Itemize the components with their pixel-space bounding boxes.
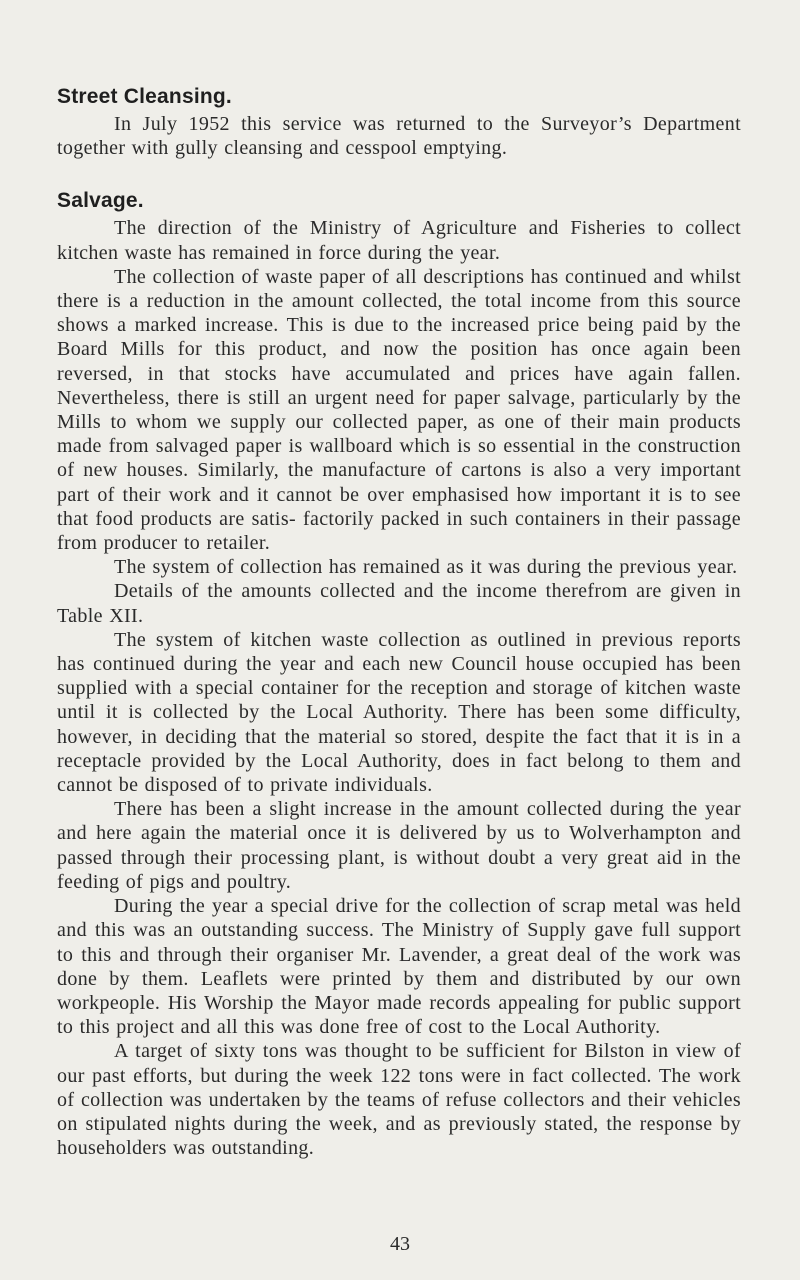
- section-heading: Street Cleansing.: [57, 85, 232, 108]
- paragraph: [57, 112, 741, 160]
- paragraph: [57, 265, 741, 555]
- paragraph-text: There has been a slight increase in the amount collected during the year and here again the material once it is delivered by us to Wolverhampton and passed through their processing plant, is without doubt a very great aid in the feeding of pigs and poultry.: [57, 798, 741, 893]
- page-number: 43: [390, 1233, 410, 1255]
- section-street-cleansing: [57, 82, 741, 160]
- paragraph: [57, 628, 741, 797]
- section-heading: Salvage.: [57, 189, 144, 213]
- paragraph-text: In July 1952 this service was returned to the Surveyor’s Department together with gully cleansing and cesspool emptying.: [57, 113, 741, 160]
- section-salvage: [57, 186, 741, 1160]
- paragraph-text: The direction of the Ministry of Agriculture and Fisheries to collect kitchen waste has remained in force during the year.: [57, 217, 741, 264]
- paragraph-text: The system of kitchen waste collection as outlined in previous reports has continued during the year and each new Council house occupied has been supplied with a special container for the reception and storage of kitchen waste until it is collected by the Local Authority. There has been some difficulty, however, in deciding that the material so stored, despite the fact that it is in a receptacle provided by the Local Authority, does in fact belong to them and cannot be disposed of to private individuals.: [57, 628, 741, 797]
- paragraph: [57, 894, 741, 1039]
- paragraph: [57, 555, 741, 579]
- paragraph-text: Details of the amounts collected and the income therefrom are given in Table XII.: [57, 580, 741, 627]
- paragraph: [57, 1039, 741, 1160]
- paragraph-text: The system of collection has remained as it was during the previous year.: [114, 556, 738, 579]
- paragraph-text: During the year a special drive for the collection of scrap metal was held and this was an outstanding success. The Ministry of Supply gave full support to this and through their organiser Mr. Lavender, a great deal of the work was done by them. Leaflets were printed by them and distributed by our own workpeople. His Worship the Mayor made records appealing for public support to this project and all this was done free of cost to the Local Authority.: [57, 895, 741, 1039]
- paragraph-text: A target of sixty tons was thought to be sufficient for Bilston in view of our past efforts, but during the week 122 tons were in fact collected. The work of collection was undertaken by the teams of refuse collectors and their vehicles on stipulated nights during the week, and as previously stated, the response by householders was outstanding.: [57, 1040, 741, 1160]
- paragraph-text: The collection of waste paper of all descriptions has continued and whilst there is a reduction in the amount collected, the total income from this source shows a marked increase. This is due to the increased price being paid by the Board Mills for this product, and now the position has once again been reversed, in that stocks have accumulated and prices have again fallen. Nevertheless, there is still an urgent need for paper salvage, particularly by the Mills to whom we supply our collected paper, as one of their main products made from salvaged paper is wallboard which is so essential in the construction of new houses. Similarly, the manufacture of cartons is also a very important part of their work and it cannot be over emphasised how important it is to see that food products are satis- factorily packed in such containers in their passage from producer to retailer.: [57, 265, 741, 555]
- paragraph: [57, 579, 741, 627]
- paragraph: [57, 797, 741, 894]
- paragraph: [57, 216, 741, 264]
- document-page: [57, 82, 741, 1160]
